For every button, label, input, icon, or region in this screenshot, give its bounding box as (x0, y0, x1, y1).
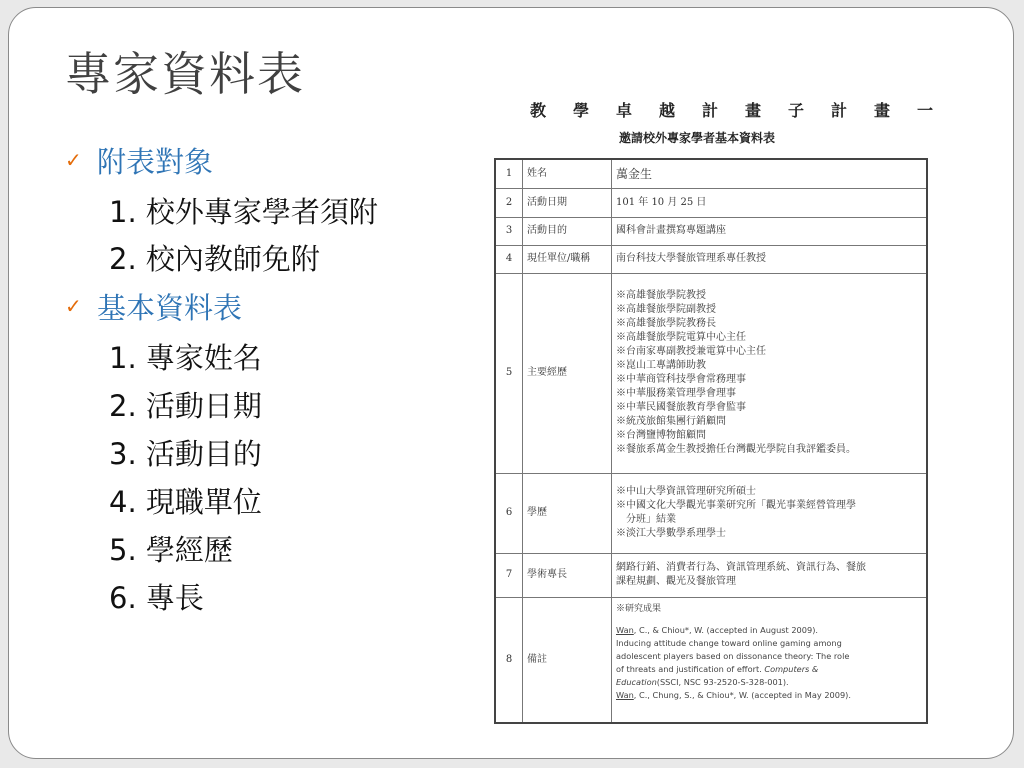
list-item: 2. 校內教師免附 (109, 242, 320, 276)
row-number: 5 (495, 273, 523, 473)
row-number: 4 (495, 245, 523, 273)
table-row (495, 473, 927, 553)
list-item: ※中國文化大學觀光事業研究所「觀光事業經營管理學 (616, 500, 856, 511)
row-value: 南台科技大學餐旅管理系專任教授 (612, 245, 928, 273)
list-item: ※中山大學資訊管理研究所碩士 (616, 486, 756, 497)
list-item: 課程規劃、觀光及餐旅管理 (616, 576, 736, 587)
list-item: ※台南家專副教授兼電算中心主任 (616, 346, 766, 357)
checkmark-icon: ✓ (65, 294, 82, 318)
list-item: 3. 活動目的 (109, 437, 262, 471)
table-row (495, 188, 927, 217)
row-label: 學術專長 (523, 553, 612, 597)
table-row (495, 597, 927, 723)
row-value: 101 年 10 月 25 日 (612, 188, 928, 217)
row-label: 姓名 (523, 159, 612, 188)
row-value: 國科會計畫撰寫專題講座 (612, 217, 928, 245)
table-row (495, 217, 927, 245)
list-item: ※中華商管科技學會常務理事 (616, 374, 746, 385)
table-row (495, 273, 927, 473)
citation-line: , C., & Chiou*, W. (accepted in August 2009). (633, 624, 818, 635)
list-item: 5. 學經歷 (109, 533, 233, 567)
row-number: 3 (495, 217, 523, 245)
expert-info-table (494, 158, 928, 724)
journal-name: Computers & (764, 663, 819, 674)
list-item: ※高雄餐旅學院教授 (616, 290, 706, 301)
row-value (612, 553, 928, 597)
row-label: 學歷 (523, 473, 612, 553)
list-item: ※中華民國餐旅教育學會監事 (616, 402, 746, 413)
slide-title: 專家資料表 (65, 47, 305, 101)
row-label: 活動目的 (523, 217, 612, 245)
list-item: 網路行銷、消費者行為、資訊管理系統、資訊行為、餐旅 (616, 562, 866, 573)
list-item: ※崑山工專講師助教 (616, 360, 706, 371)
row-value (612, 597, 928, 723)
list-item: 2. 活動日期 (109, 389, 262, 423)
citation-line: Inducing attitude change toward online gaming among (616, 637, 842, 648)
row-number: 6 (495, 473, 523, 553)
row-number: 1 (495, 159, 523, 188)
citation-line: of threats and justification of effort. (616, 663, 765, 674)
form-header: 教學卓越計畫子計畫一 (530, 101, 961, 120)
table-row (495, 245, 927, 273)
list-item: ※淡江大學數學系理學士 (616, 528, 726, 539)
list-item: 1. 專家姓名 (109, 341, 262, 375)
research-title: ※研究成果 (616, 603, 662, 614)
slide (8, 7, 1014, 759)
form-subtitle: 邀請校外專家學者基本資料表 (619, 131, 776, 145)
citation-line: adolescent players based on dissonance theory: The role (616, 650, 850, 661)
citation-line: (SSCI, NSC 93-2520-S-328-001). (656, 676, 789, 687)
checkmark-icon: ✓ (65, 148, 82, 172)
row-label: 主要經歷 (523, 273, 612, 473)
bullet-label: 附表對象 (97, 145, 214, 179)
list-item: ※台灣鹽博物館顧問 (616, 430, 706, 441)
citation-text (616, 624, 922, 702)
list-item: ※高雄餐旅學院副教授 (616, 304, 716, 315)
table-row (495, 159, 927, 188)
bullet-label: 基本資料表 (97, 291, 243, 325)
citation-line: , C., Chung, S., & Chiou*, W. (accepted in May 2009). (633, 689, 851, 700)
row-value: 萬金生 (612, 159, 928, 188)
list-item: ※統茂旅館集團行銷顧問 (616, 416, 726, 427)
row-number: 8 (495, 597, 523, 723)
row-label: 現任單位/職稱 (523, 245, 612, 273)
author-name: Wan (616, 689, 634, 700)
list-item: 6. 專長 (109, 581, 204, 615)
list-item: ※高雄餐旅學院教務長 (616, 318, 716, 329)
row-label: 備註 (523, 597, 612, 723)
author-name: Wan (616, 624, 634, 635)
list-item: 分班」結業 (616, 514, 676, 525)
row-value (612, 473, 928, 553)
list-item: 1. 校外專家學者須附 (109, 195, 378, 229)
list-item: 4. 現職單位 (109, 485, 262, 519)
row-number: 2 (495, 188, 523, 217)
list-item: ※餐旅系萬金生教授擔任台灣觀光學院自我評鑑委員。 (616, 444, 856, 455)
list-item: ※中華服務業管理學會理事 (616, 388, 736, 399)
table-row (495, 553, 927, 597)
row-label: 活動日期 (523, 188, 612, 217)
list-item: ※高雄餐旅學院電算中心主任 (616, 332, 746, 343)
journal-name: Education (616, 676, 657, 687)
row-number: 7 (495, 553, 523, 597)
row-value (612, 273, 928, 473)
